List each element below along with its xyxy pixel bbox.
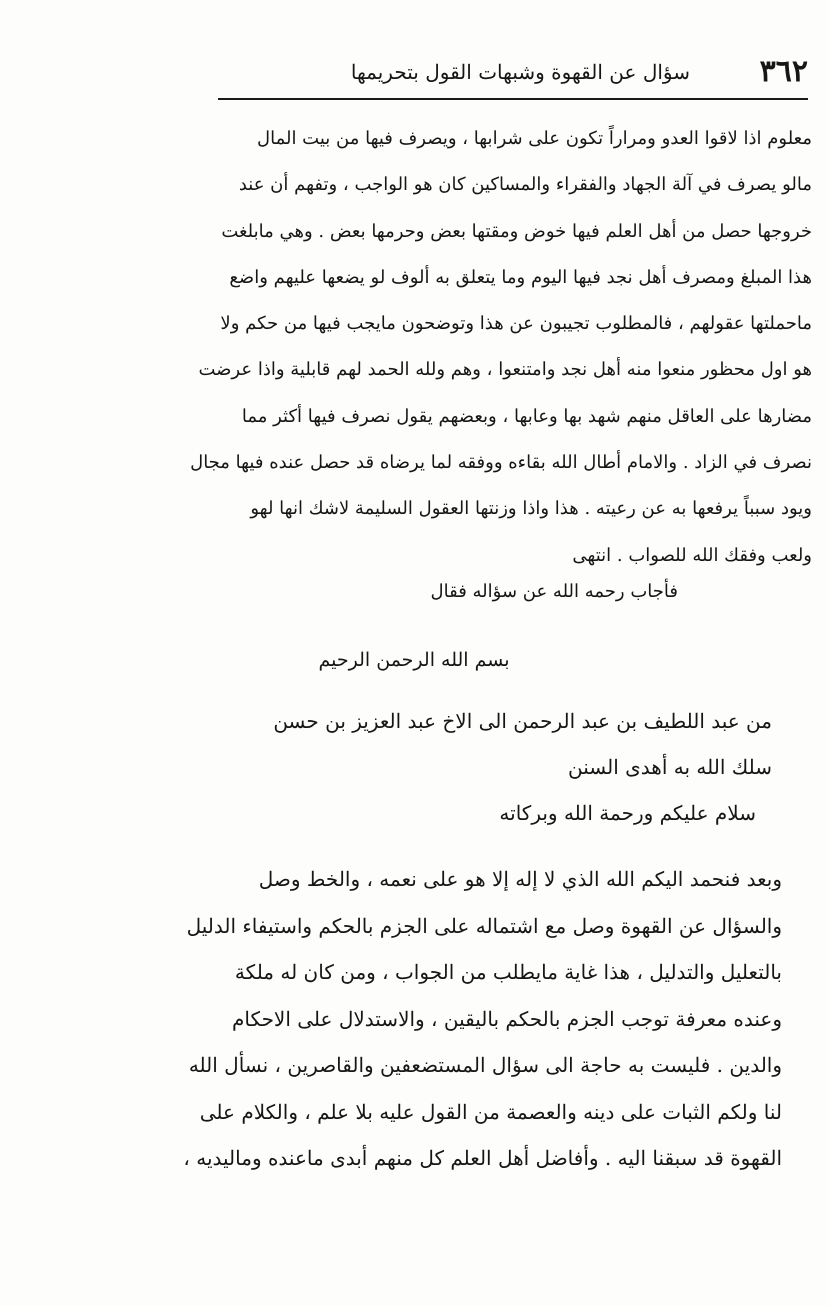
page-number: ٣٦٢ bbox=[759, 54, 808, 89]
text-line: لنا ولكم الثبات على دينه والعصمة من القول عليه بلا علم ، والكلام على bbox=[199, 1099, 782, 1124]
text-line: والسؤال عن القهوة وصل مع اشتماله على الجزم بالحكم واستيفاء الدليل bbox=[186, 913, 782, 938]
text-line: ماحملتها عقولهم ، فالمطلوب تجيبون عن هذا وتوضحون مايجب فيها من حكم ولا bbox=[220, 313, 812, 335]
text-line: ويود سبباً يرفعها به عن رعيته . هذا واذا وزنتها العقول السليمة لاشك انها لهو bbox=[250, 498, 812, 520]
text-line: هذا المبلغ ومصرف أهل نجد فيها اليوم وما يتعلق به ألوف لو يضعها عليهم واضع bbox=[229, 266, 812, 288]
text-line: مالو يصرف في آلة الجهاد والفقراء والمساكين كان هو الواجب ، وتفهم أن عند bbox=[238, 174, 812, 196]
running-title: سؤال عن القهوة وشبهات القول بتحريمها bbox=[350, 60, 690, 84]
letter-address bbox=[70, 698, 772, 836]
basmala: بسم الله الرحمن الرحيم bbox=[318, 649, 510, 671]
greeting: سلام عليكم ورحمة الله وبركاته bbox=[499, 801, 756, 825]
question-text bbox=[100, 116, 812, 579]
text-line: والدين . فليست به حاجة الى سؤال المستضعفين والقاصرين ، نسأل الله bbox=[188, 1053, 782, 1077]
page-header bbox=[228, 52, 808, 92]
address-line: من عبد اللطيف بن عبد الرحمن الى الاخ عبد العزيز بن حسن bbox=[273, 709, 772, 733]
text-line: معلوم اذا لاقوا العدو ومراراً تكون على شرابها ، ويصرف فيها من بيت المال bbox=[257, 128, 812, 149]
header-rule bbox=[218, 98, 808, 100]
text-line: وعنده معرفة توجب الجزم بالحكم باليقين ، والاستدلال على الاحكام bbox=[232, 1006, 782, 1031]
answer-intro: فأجاب رحمه الله عن سؤاله فقال bbox=[430, 581, 678, 602]
text-line: القهوة قد سبقنا اليه . وأفاضل أهل العلم كل منهم أبدى ماعنده وماليديه ، bbox=[183, 1146, 782, 1170]
answer-text bbox=[66, 856, 782, 1182]
text-line: ولعب وفقك الله للصواب . انتهى bbox=[572, 544, 812, 566]
text-line: خروجها حصل من أهل العلم فيها خوض ومقتها بعض وحرمها بعض . وهي مابلغت bbox=[221, 220, 812, 242]
text-line: مضارها على العاقل منهم شهد بها وعابها ، وبعضهم يقول نصرف فيها أكثر مما bbox=[241, 405, 812, 427]
text-line: بالتعليل والتدليل ، هذا غاية مايطلب من الجواب ، ومن كان له ملكة bbox=[234, 960, 782, 984]
address-line: سلك الله به أهدى السنن bbox=[568, 755, 772, 779]
text-line: نصرف في الزاد . والامام أطال الله بقاءه ووفقه لما يرضاه قد حصل عنده فيها مجال bbox=[190, 452, 812, 474]
text-line: وبعد فنحمد اليكم الله الذي لا إله إلا هو على نعمه ، والخط وصل bbox=[258, 867, 782, 891]
text-line: هو اول محظور منعوا منه أهل نجد وامتنعوا ، وهم ولله الحمد لهم قابلية واذا عرضت bbox=[198, 359, 812, 381]
